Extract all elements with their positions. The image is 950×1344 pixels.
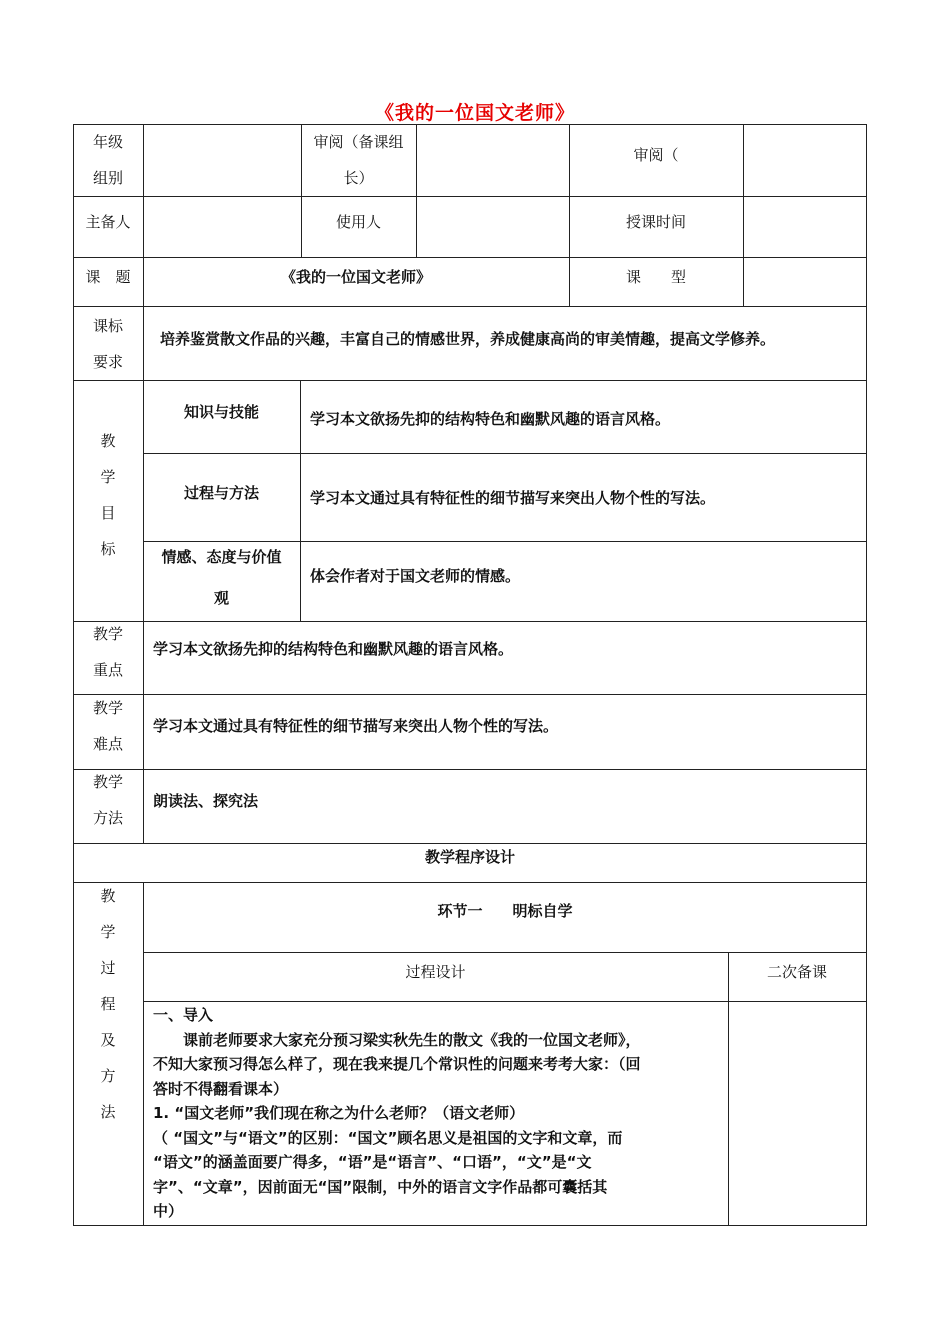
content-line: 字”、“文章”，因前面无“国”限制，中外的语言文字作品都可囊括其 <box>153 1177 608 1196</box>
topic-label: 课 题 <box>85 268 131 286</box>
type-label: 课 型 <box>625 268 686 286</box>
program-title: 教学程序设计 <box>424 848 515 866</box>
content-line: （ “国文”与“语文”的区别：“国文”顾名思义是祖国的文字和文章，而 <box>153 1128 623 1147</box>
method-label: 教学 方法 <box>92 773 123 827</box>
review-label: 审阅（备课组 长） <box>313 133 404 187</box>
content-line: 一、导入 <box>153 1006 214 1024</box>
topic-value: 《我的一位国文老师》 <box>280 268 431 286</box>
process-label: 教 学 过 程 及 方 法 <box>100 887 116 1121</box>
standard-label: 课标 要求 <box>92 317 123 371</box>
goal-process-name: 过程与方法 <box>183 484 259 502</box>
process-section-title: 环节一 明标自学 <box>437 902 573 920</box>
goal-knowledge-name: 知识与技能 <box>183 403 259 421</box>
content-line: 课前老师要求大家充分预习梁实秋先生的散文《我的一位国文老师》， <box>153 1030 641 1049</box>
key-label: 教学 重点 <box>92 625 123 679</box>
content-line: 中） <box>153 1202 184 1220</box>
review2-label: 审阅（ <box>633 146 679 164</box>
method-text: 朗读法、探究法 <box>153 792 259 810</box>
standard-text: 培养鉴赏散文作品的兴趣，丰富自己的情感世界，养成健康高尚的审美情趣，提高文学修养。 <box>160 330 776 348</box>
goal-knowledge-text: 学习本文欲扬先抑的结构特色和幽默风趣的语言风格。 <box>310 410 671 428</box>
content-line: 1. “国文老师”我们现在称之为什么老师？（语文老师） <box>153 1104 525 1122</box>
document-title: 《我的一位国文老师》 <box>374 102 575 124</box>
key-text: 学习本文欲扬先抑的结构特色和幽默风趣的语言风格。 <box>153 640 514 658</box>
second-prep-column-header: 二次备课 <box>766 963 827 981</box>
goal-emotion-name: 情感、态度与价值 观 <box>161 548 282 607</box>
content-line: 答时不得翻看课本） <box>153 1079 289 1098</box>
content-line: “语文”的涵盖面要广得多，“语”是“语言”、“口语”，“文”是“文 <box>153 1153 592 1171</box>
time-label: 授课时间 <box>625 213 686 231</box>
content-line: 不知大家预习得怎么样了，现在我来提几个常识性的问题来考考大家：（回 <box>153 1055 641 1073</box>
goal-process-text: 学习本文通过具有特征性的细节描写来突出人物个性的写法。 <box>310 489 716 507</box>
process-content <box>153 1003 723 1224</box>
goals-label: 教 学 目 标 <box>100 432 116 558</box>
difficult-text: 学习本文通过具有特征性的细节描写来突出人物个性的写法。 <box>153 717 559 735</box>
user-label: 使用人 <box>335 213 381 231</box>
design-column-header: 过程设计 <box>405 963 466 981</box>
preparer-label: 主备人 <box>85 213 131 231</box>
goal-emotion-text: 体会作者对于国文老师的情感。 <box>310 567 521 585</box>
grade-label: 年级 组别 <box>92 133 123 187</box>
difficult-label: 教学 难点 <box>92 699 123 753</box>
